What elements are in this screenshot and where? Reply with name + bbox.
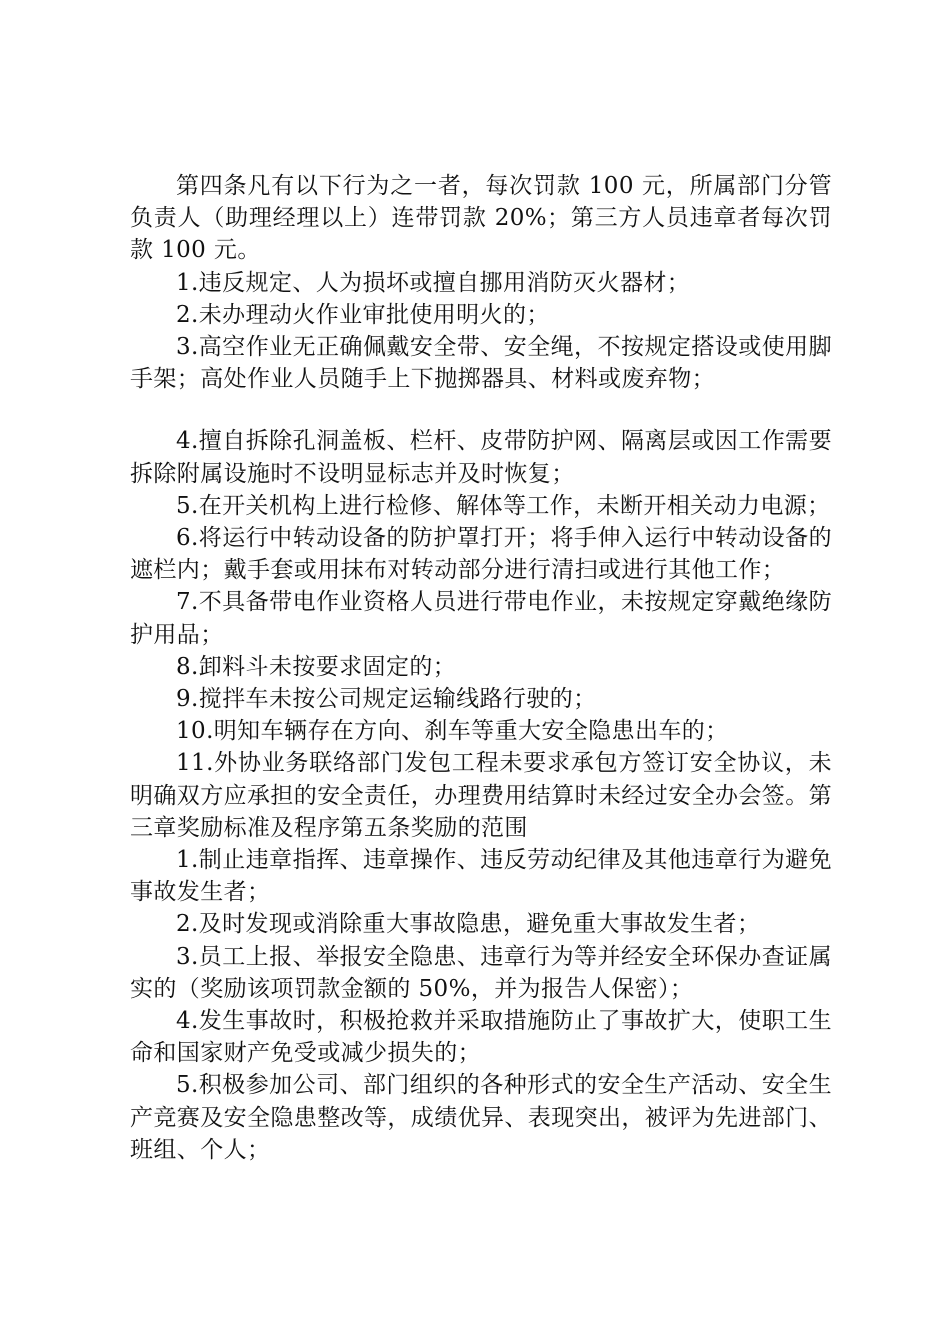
penalty-item-3: 3.高空作业无正确佩戴安全带、安全绳，不按规定搭设或使用脚手架；高处作业人员随手上下抛掷器具、材料或废弃物；	[130, 334, 832, 393]
reward-item-1: 1.制止违章指挥、违章操作、违反劳动纪律及其他违章行为避免事故发生者；	[130, 847, 832, 906]
penalty-item-11: 11.外协业务联络部门发包工程未要求承包方签订安全协议，未明确双方应承担的安全责任，办理费用结算时未经过安全办会签。第三章奖励标准及程序第五条奖励的范围	[130, 750, 832, 841]
penalty-item-6: 6.将运行中转动设备的防护罩打开；将手伸入运行中转动设备的遮栏内；戴手套或用抹布对转动部分进行清扫或进行其他工作；	[130, 525, 832, 584]
penalty-item-10: 10.明知车辆存在方向、刹车等重大安全隐患出车的；	[176, 718, 729, 745]
paragraph-gap	[130, 395, 832, 425]
penalty-item-1: 1.违反规定、人为损坏或擅自挪用消防灭火器材；	[176, 269, 691, 296]
reward-item-5: 5.积极参加公司、部门组织的各种形式的安全生产活动、安全生产竞赛及安全隐患整改等，成绩优异、表现突出，被评为先进部门、班组、个人；	[130, 1072, 832, 1163]
penalty-item-8: 8.卸料斗未按要求固定的；	[176, 653, 457, 680]
article-four-paragraph: 第四条凡有以下行为之一者，每次罚款 100 元，所属部门分管负责人（助理经理以上）连带罚款 20%；第三方人员违章者每次罚款 100 元。	[130, 173, 832, 264]
reward-item-3: 3.员工上报、举报安全隐患、违章行为等并经安全环保办查证属实的（奖励该项罚款金额的 50%，并为报告人保密）；	[130, 943, 832, 1002]
document-body	[130, 170, 832, 1166]
penalty-item-4: 4.擅自拆除孔洞盖板、栏杆、皮带防护网、隔离层或因工作需要拆除附属设施时不设明显标志并及时恢复；	[130, 428, 832, 487]
penalty-item-5: 5.在开关机构上进行检修、解体等工作，未断开相关动力电源；	[176, 492, 831, 519]
reward-item-2: 2.及时发现或消除重大事故隐患，避免重大事故发生者；	[176, 911, 761, 938]
penalty-item-7: 7.不具备带电作业资格人员进行带电作业，未按规定穿戴绝缘防护用品；	[130, 589, 832, 648]
penalty-item-9: 9.搅拌车未按公司规定运输线路行驶的；	[176, 686, 597, 713]
reward-item-4: 4.发生事故时，积极抢救并采取措施防止了事故扩大，使职工生命和国家财产免受或减少损失的；	[130, 1008, 832, 1067]
penalty-item-2: 2.未办理动火作业审批使用明火的；	[176, 301, 550, 328]
